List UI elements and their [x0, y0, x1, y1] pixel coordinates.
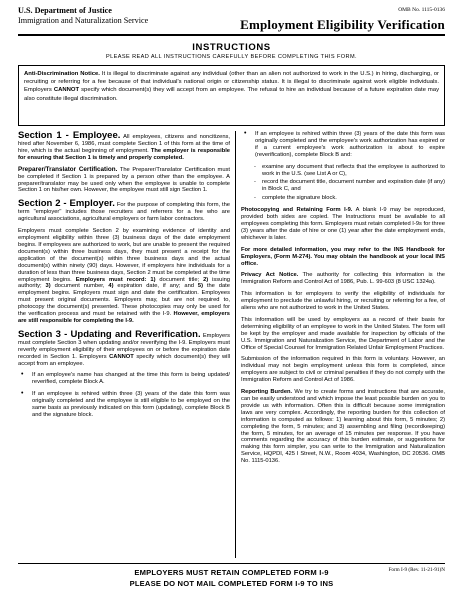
- burden-text: We try to create forms and instructions that are accurate, can be easily understood and which impose the least possible burden on you to provide us with information. Often this is difficult because some immigration laws are very complex. Accordingly, the reporting burden for this collection of information is computed as follows: 1) learning about this form, 5 minutes; 2) completing the form, 5 minutes; and 3) assembling and filing (recordkeeping) the form, 5 minutes, for an average of 15 minutes per response. If you have comments regarding the accuracy of this burden estimate, or suggestions for making this form simpler, you can write to the Immigration and Naturalization Service, HQPDI, 425 I Street, N.W., Room 4034, Washington, DC 20536. OMB No. 1115-0136.: [241, 389, 445, 465]
- section-2-num-4: 4): [108, 283, 114, 290]
- column-divider: [235, 131, 236, 558]
- privacy-paragraph: [241, 272, 445, 286]
- section-2-num-2: 2): [203, 276, 209, 283]
- section-2-item-1: document title;: [159, 276, 200, 283]
- section-2-paragraph: [18, 199, 230, 223]
- section-2-paragraph-2: [18, 228, 230, 325]
- notice-heading: Anti-Discrimination Notice.: [24, 71, 100, 77]
- section-1-paragraph: [18, 131, 230, 162]
- footer-line-2: PLEASE DO NOT MAIL COMPLETED FORM I-9 TO INS: [129, 579, 334, 588]
- notice-cannot: CANNOT: [53, 87, 80, 94]
- section-2-text: For the purpose of completing this form, the term "employer" includes those recruiters and referrers for a fee who are agricultural associations, agricultural employers or farm labor contractors.: [18, 202, 230, 223]
- sub-item-record: - record the document title, document number and expiration date (if any) in Block C, and: [241, 179, 445, 193]
- section-2-num-5: 5): [197, 283, 203, 290]
- section-3-text: Employers must complete Section 3 when updating and/or reverifying the I-9. Employers must reverify employment eligibility of their employees on or before the expiration date recorded in Section 1. Employers: [18, 332, 230, 360]
- agency-subname: Immigration and Naturalization Service: [18, 15, 149, 25]
- instructions-title: INSTRUCTIONS: [192, 42, 271, 53]
- footer-rule: [18, 563, 445, 564]
- section-2-body: Employers must complete Section 2 by examining evidence of identity and employment eligibility within three (3) business days of the date employment begins. If employees are authorized to work, but are unable to present the required document(s) within three business days, they must present a receipt for the application of the document(s) within three business days and the actual document(s) within ninety (90) days. However, if employers hire individuals for a duration of less than three business days, Section 2 must be completed at the time employment begins.: [18, 228, 230, 283]
- agency-name: U.S. Department of Justice: [18, 6, 112, 15]
- left-column: [18, 131, 230, 424]
- burden-heading: Reporting Burden.: [241, 389, 293, 396]
- bullet-block-b: • If an employee is rehired within three (3) years of the date this form was originally completed and the employee is still eligible to be employed on the same basis as previously indicated on this form (updating), complete Block B and the signature block.: [18, 391, 230, 419]
- privacy-paragraph-2: This information is for employers to verify the eligibility of individuals for employment to preclude the unlawful hiring, or recruiting or referring for a fee, of aliens who are not authorized to work in the United States.: [241, 291, 445, 312]
- bullet-block-a: • If an employee's name has changed at the time this form is being updated/ reverified, complete Block A.: [18, 372, 230, 386]
- notice-text-2: specify which document(s) they will accept from an employee. The refusal to hire an individual because of a future expiration date may also constitute illegal discrimination.: [24, 87, 440, 102]
- section-2-item-2: issuing authority;: [18, 276, 231, 290]
- privacy-text: The authority for collecting this information is the Immigration Reform and Control Act of 1986, Pub. L. 99-603 (8 USC 1324a).: [241, 272, 445, 286]
- right-column: [241, 131, 445, 470]
- agency-block: [18, 6, 148, 25]
- header-rule: [18, 34, 445, 36]
- form-id: Form I-9 (Rev. 11-21-91)N: [388, 567, 445, 573]
- preparer-text: The Preparer/Translator Certification must be completed if Section 1 is prepared by a person other than the employee. A preparer/translator may be used only when the employee is unable to complete Section 1 on his/her own. However, the employee must still sign Section 1.: [18, 166, 230, 194]
- instructions-subtitle: PLEASE READ ALL INSTRUCTIONS CAREFULLY BEFORE COMPLETING THIS FORM.: [105, 54, 357, 60]
- sub-item-sign: - complete the signature block.: [241, 195, 445, 202]
- section-3-text-2: specify which document(s) they will accept from an employee.: [18, 353, 231, 367]
- section-2-item-3: document number,: [54, 283, 105, 290]
- more-info-paragraph: For more detailed information, you may refer to the INS Handbook for Employers, (Form M-274). You may obtain the handbook at your local INS office.: [241, 246, 445, 267]
- form-header: [18, 6, 445, 34]
- photocopy-paragraph: [241, 207, 445, 242]
- preparer-heading: Preparer/Translator Certification.: [18, 165, 118, 173]
- bullet-reverification: • If an employee is rehired within three (3) years of the date this form was originally completed and the employee's work authorization has expired or if a current employee's work authorization is about to expire (reverification), complete Block B and:: [241, 131, 445, 159]
- privacy-paragraph-4: Submission of the information required in this form is voluntary. However, an individual may not begin employment unless this form is completed, since employers are subject to civil or criminal penalties if they do not comply with the Immigration Reform and Control Act of 1986.: [241, 356, 445, 384]
- section-3-heading: Section 3 - Updating and Reverification.: [18, 328, 201, 340]
- section-2-item-5: the date employment begins. Employers must sign and date the certification. Employees must present original documents. Employers may, but are not required to, photocopy the document(s) presented. These photocopies may only be used for the verification process and must be retained with the I-9.: [18, 283, 230, 318]
- photocopy-heading: Photocopying and Retaining Form I-9.: [241, 207, 353, 214]
- preparer-paragraph: [18, 167, 230, 195]
- section-2-item-4: expiration date, if any; and: [117, 283, 194, 290]
- section-2-num-3: 3): [45, 283, 51, 290]
- section-1-text: All employees, citizens and noncitizens, hired after November 6, 1986, must complete Section 1 of this form at the time of hire, which is the actual beginning of employment.: [18, 134, 231, 154]
- privacy-heading: Privacy Act Notice.: [241, 272, 299, 279]
- instructions-heading: [18, 42, 445, 60]
- footer-notice: [18, 567, 445, 589]
- section-2-bold: However, employers are still responsible for completing the I-9.: [18, 311, 230, 324]
- omb-number: OMB No. 1115-0136: [398, 7, 445, 13]
- section-3-cannot: CANNOT: [109, 353, 134, 360]
- sub-item-examine: - examine any document that reflects that the employee is authorized to work in the U.S. (see List A or C),: [241, 164, 445, 178]
- notice-text: It is illegal to discriminate against any individual (other than an alien not authorized to work in the U.S.) in hiring, discharging, or recruiting or referring for a fee because of that individual's national origin or citizenship status. It is illegal to discriminate against work eligible individuals. Employers: [24, 71, 439, 94]
- anti-discrimination-notice: [18, 65, 445, 126]
- photocopy-text: A blank I-9 may be reproduced, provided both sides are copied. The Instructions must be available to all employees completing this form. Employers must retain completed I-9s for three (3) years after the date of hire or one (1) year after the date employment ends, whichever is later.: [241, 207, 446, 241]
- footer-line-1: EMPLOYERS MUST RETAIN COMPLETED FORM I-9: [134, 568, 329, 577]
- burden-paragraph: [241, 389, 445, 465]
- section-2-record: Employers must record: 1): [75, 276, 156, 283]
- form-title: Employment Eligibility Verification: [240, 17, 445, 32]
- section-3-paragraph: [18, 330, 230, 368]
- section-1-bold: The employer is responsible for ensuring that Section 1 is timely and properly completed.: [18, 147, 230, 161]
- privacy-paragraph-3: This information will be used by employers as a record of their basis for determining eligibility of an employee to work in the United States. The form will be kept by the employer and made available for inspection by officials of the U.S. Immigration and Naturalization Service, the Department of Labor and the Office of Special Counsel for Immigration Related Unfair Employment Practices.: [241, 316, 445, 351]
- section-1-heading: Section 1 - Employee.: [18, 130, 121, 141]
- section-2-heading: Section 2 - Employer.: [18, 198, 115, 210]
